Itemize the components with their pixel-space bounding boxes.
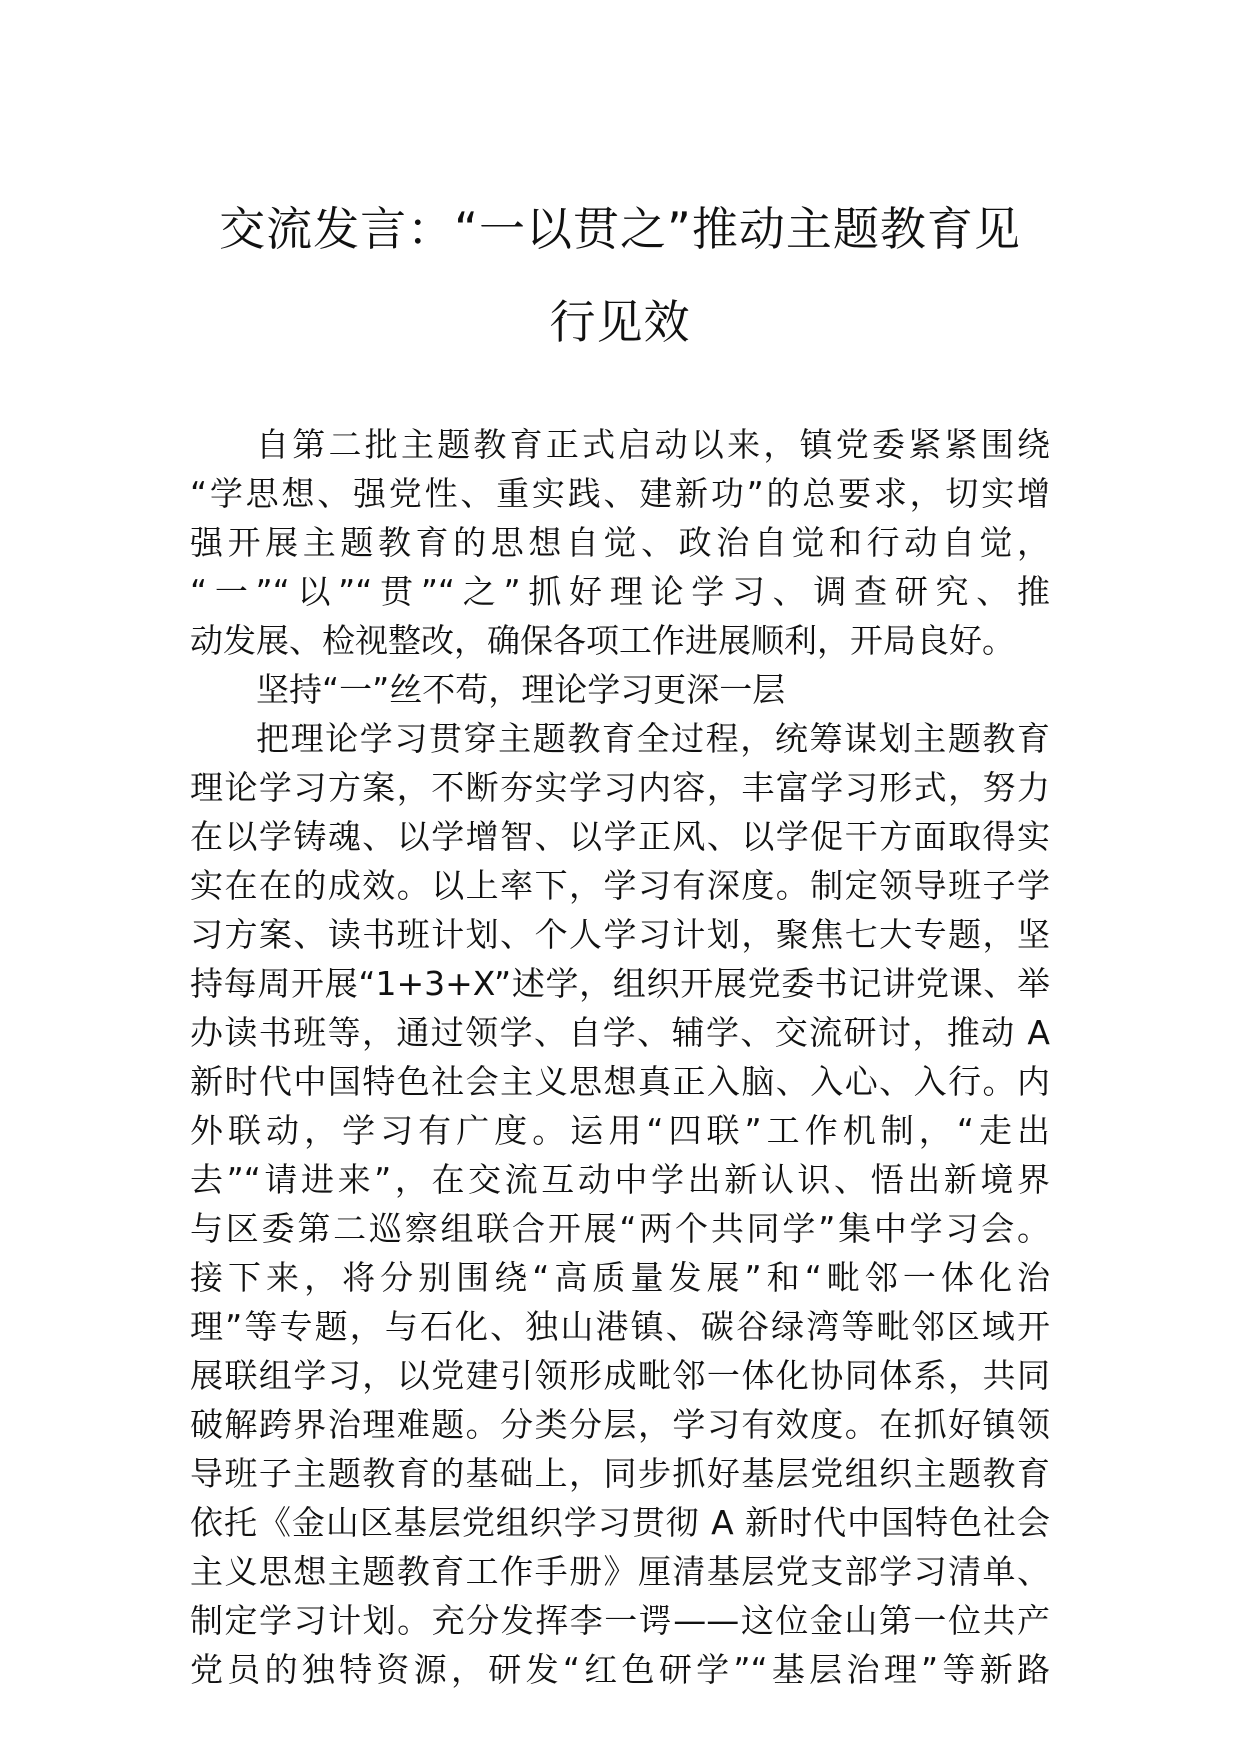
title-line-2: 行见效	[549, 295, 691, 349]
document-body	[190, 420, 1050, 1694]
body-text-line: 制定学习计划。充分发挥李一谔——这位金山第一位共产	[190, 1601, 1050, 1640]
document-title	[190, 183, 1050, 369]
body-text-line: 理”等专题，与石化、独山港镇、碳谷绿湾等毗邻区域开	[190, 1307, 1050, 1346]
body-text-line: 与区委第二巡察组联合开展“两个共同学”集中学习会。	[190, 1209, 1050, 1248]
body-text-line: 去”“请进来”，在交流互动中学出新认识、悟出新境界	[190, 1160, 1050, 1199]
body-text-line: 办读书班等，通过领学、自学、辅学、交流研讨，推动 A	[190, 1013, 1050, 1052]
body-text-line: “学思想、强党性、重实践、建新功”的总要求，切实增	[190, 474, 1050, 513]
body-text-line: 理论学习方案，不断夯实学习内容，丰富学习形式，努力	[190, 768, 1050, 807]
body-text-line: 外联动，学习有广度。运用“四联”工作机制，“走出	[190, 1111, 1050, 1150]
body-text-line: 导班子主题教育的基础上，同步抓好基层党组织主题教育	[190, 1454, 1050, 1493]
body-text-line: 党员的独特资源，研发“红色研学”“基层治理”等新路	[190, 1650, 1050, 1689]
body-text-line: 接下来，将分别围绕“高质量发展”和“毗邻一体化治	[190, 1258, 1050, 1297]
body-text-line: 强开展主题教育的思想自觉、政治自觉和行动自觉，	[190, 523, 1050, 562]
body-text-line: 主义思想主题教育工作手册》厘清基层党支部学习清单、	[190, 1552, 1050, 1591]
body-text-line: 破解跨界治理难题。分类分层，学习有效度。在抓好镇领	[190, 1405, 1050, 1444]
body-text-line: 习方案、读书班计划、个人学习计划，聚焦七大专题，坚	[190, 915, 1050, 954]
body-text-line: 持每周开展“1+3+X”述学，组织开展党委书记讲党课、举	[190, 964, 1050, 1003]
section-heading: 坚持“一”丝不苟，理论学习更深一层	[256, 670, 786, 709]
title-line-1: 交流发言：“一以贯之”推动主题教育见	[219, 202, 1021, 256]
body-text-line: “一”“以”“贯”“之”抓好理论学习、调查研究、推	[190, 572, 1050, 611]
body-text-line: 把理论学习贯穿主题教育全过程，统筹谋划主题教育	[256, 719, 1050, 758]
body-text-line: 展联组学习，以党建引领形成毗邻一体化协同体系，共同	[190, 1356, 1050, 1395]
body-text-line: 自第二批主题教育正式启动以来，镇党委紧紧围绕	[256, 425, 1050, 464]
body-text-line: 新时代中国特色社会主义思想真正入脑、入心、入行。内	[190, 1062, 1050, 1101]
body-text-line: 实在在的成效。以上率下，学习有深度。制定领导班子学	[190, 866, 1050, 905]
body-text-line: 依托《金山区基层党组织学习贯彻 A 新时代中国特色社会	[190, 1503, 1050, 1542]
body-text-line: 在以学铸魂、以学增智、以学正风、以学促干方面取得实	[190, 817, 1050, 856]
body-text-line: 动发展、检视整改，确保各项工作进展顺利，开局良好。	[190, 621, 1015, 660]
